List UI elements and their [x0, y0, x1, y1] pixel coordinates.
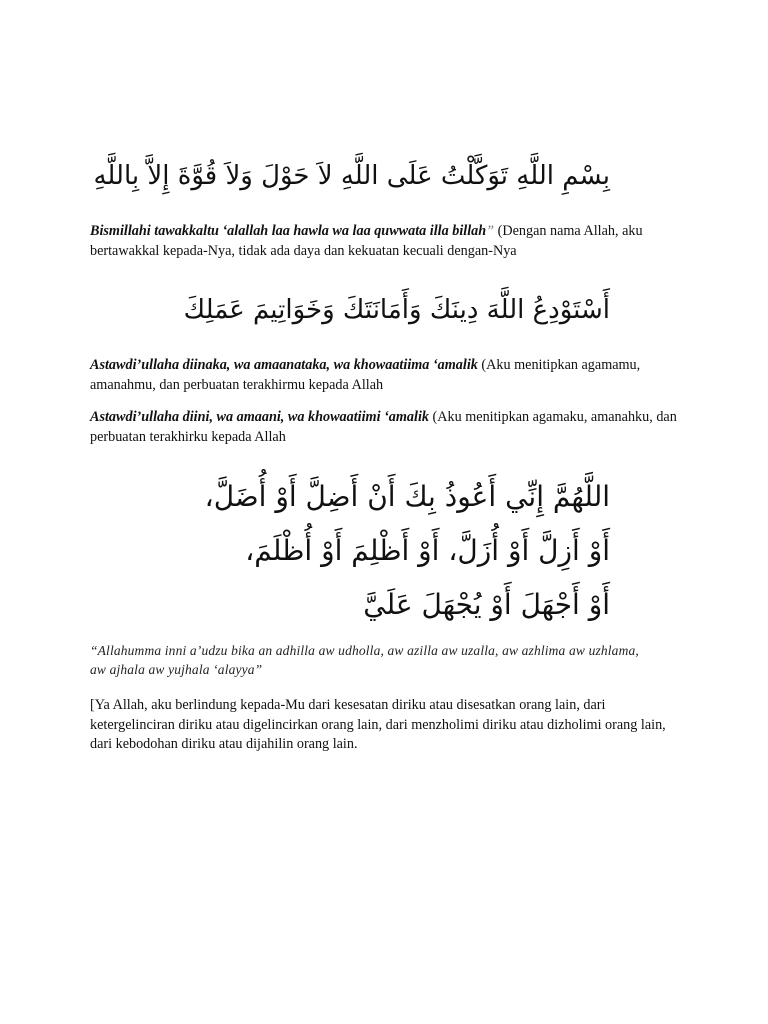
prayer-2a-paragraph [90, 356, 680, 395]
arabic-prayer-bismillahi-tawakkaltu: بِسْمِ اللَّهِ تَوَكَّلْتُ عَلَى اللَّهِ لاَ حَوْلَ وَلاَ قُوَّةَ إِلاَّ بِاللَّهِ [93, 161, 610, 191]
arabic-line-1: اللَّهُمَّ إِنِّي أَعُوذُ بِكَ أَنْ أَضِلَّ أَوْ أُضَلَّ، [204, 480, 610, 513]
prayer-1-paragraph [90, 222, 680, 261]
prayer-1-closing-quote: ” [486, 223, 495, 239]
prayer-2a-translation: (Aku menitipkan agamamu, amanahmu, dan perbuatan terakhirmu kepada Allah [90, 357, 641, 393]
arabic-prayer-astawdiullaha: أَسْتَوْدِعُ اللَّهَ دِينَكَ وَأَمَانَتَكَ وَخَوَاتِيمَ عَمَلِكَ [183, 295, 610, 325]
prayer-2b-translation: (Aku menitipkan agamaku, amanahku, dan perbuatan terakhirku kepada Allah [90, 409, 677, 445]
prayer-3-translation: [Ya Allah, aku berlindung kepada-Mu dari kesesatan diriku atau disesatkan orang lain, dari ketergelinciran diriku atau digelincirkan orang lain, dari menzholimi diriku atau dizholimi orang lain, dari kebodohan diriku atau dijahilin orang lain. [90, 697, 666, 752]
prayer-2b-paragraph [90, 408, 680, 447]
arabic-prayer-allahumma-inni [90, 470, 610, 632]
prayer-2b-transliteration: Astawdi’ullaha diini, wa amaani, wa khowaatiimi ‘amalik [90, 409, 429, 425]
prayer-2a-transliteration: Astawdi’ullaha diinaka, wa amaanataka, wa khowaatiima ‘amalik [90, 357, 478, 373]
prayer-1-translation: (Dengan nama Allah, aku bertawakkal kepada-Nya, tidak ada daya dan kekuatan kecuali dengan-Nya [90, 223, 643, 259]
arabic-line-3: أَوْ أَجْهَلَ أَوْ يُجْهَلَ عَلَيَّ [363, 588, 610, 621]
arabic-line-2: أَوْ أَزِلَّ أَوْ أُزَلَّ، أَوْ أَظْلِمَ أَوْ أُظْلَمَ، [245, 534, 610, 567]
prayer-3-transliteration: “Allahumma inni a’udzu bika an adhilla aw udholla, aw azilla aw uzalla, aw azhlima aw uzhlama, aw ajhala aw yujhala ‘alayya” [90, 643, 639, 677]
prayer-1-transliteration: Bismillahi tawakkaltu ‘alallah laa hawla wa laa quwwata illa billah [90, 223, 487, 239]
